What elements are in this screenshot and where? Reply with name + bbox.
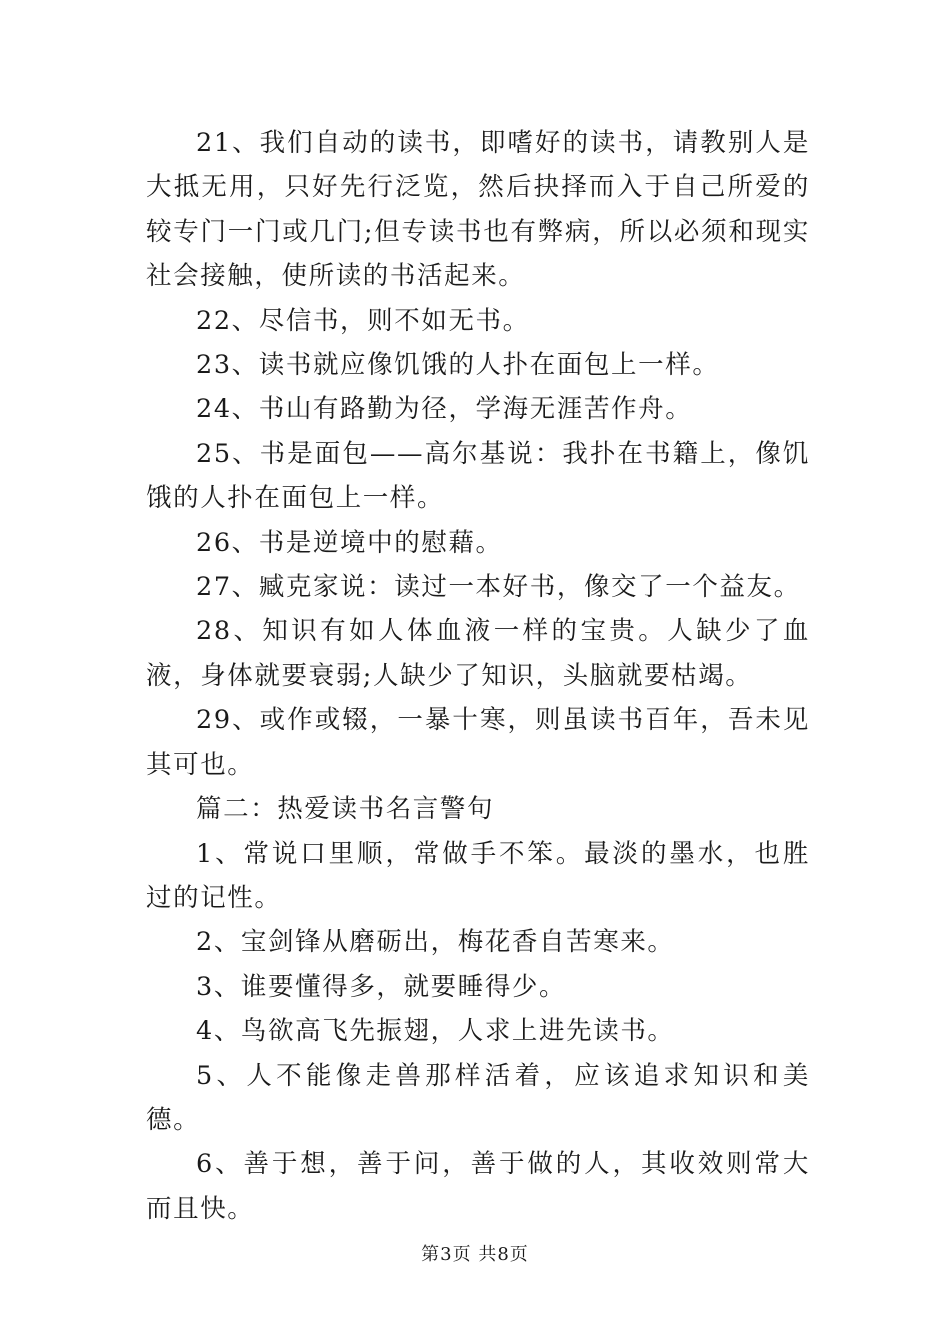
paragraph-4: 4、鸟欲高飞先振翅，人求上进先读书。 [196, 1016, 675, 1047]
page-number-footer: 第3页 共8页 [421, 1244, 529, 1265]
paragraph-28: 28、知识有如人体血液一样的宝贵。人缺少了血液，身体就要衰弱;人缺少了知识，头脑就要枯竭。 [146, 616, 810, 691]
paragraph-23: 23、读书就应像饥饿的人扑在面包上一样。 [196, 350, 720, 381]
paragraph-5: 5、人不能像走兽那样活着，应该追求知识和美德。 [146, 1060, 810, 1135]
paragraph-29: 29、或作或辍，一暴十寒，则虽读书百年，吾未见其可也。 [146, 705, 810, 780]
paragraph-24: 24、书山有路勤为径，学海无涯苦作舟。 [196, 394, 693, 425]
paragraph-1: 1、常说口里顺，常做手不笨。最淡的墨水，也胜过的记性。 [146, 838, 810, 913]
paragraph-26: 26、书是逆境中的慰藉。 [196, 527, 503, 558]
section-heading: 篇二：热爱读书名言警句 [196, 794, 495, 825]
paragraph-27: 27、臧克家说：读过一本好书，像交了一个益友。 [196, 572, 801, 603]
paragraph-25: 25、书是面包——高尔基说：我扑在书籍上，像饥饿的人扑在面包上一样。 [146, 438, 810, 514]
paragraph-6: 6、善于想，善于问，善于做的人，其收效则常大而且快。 [146, 1149, 810, 1224]
paragraph-3: 3、谁要懂得多，就要睡得少。 [196, 971, 567, 1002]
paragraph-21: 21、我们自动的读书，即嗜好的读书，请教别人是大抵无用，只好先行泛览，然后抉择而入于自己所爱的较专门一门或几门;但专读书也有弊病，所以必须和现实社会接触，使所读的书活起来。 [146, 128, 810, 292]
paragraph-22: 22、尽信书，则不如无书。 [196, 305, 530, 336]
paragraph-2: 2、宝剑锋从磨砺出，梅花香自苦寒来。 [196, 927, 675, 958]
document-body [146, 121, 810, 1231]
